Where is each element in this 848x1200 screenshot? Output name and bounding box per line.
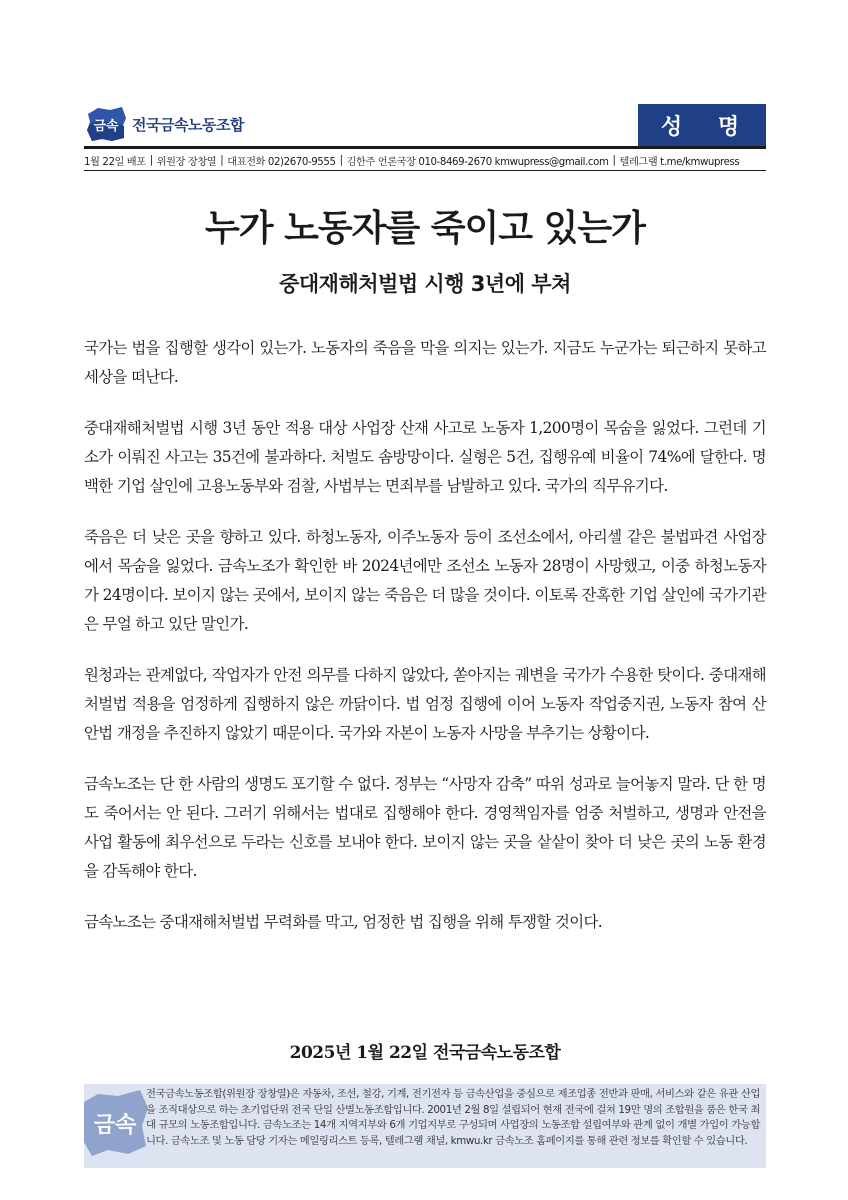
signature-line: 2025년 1월 22일 전국금속노동조합 bbox=[289, 1043, 561, 1063]
statement-body bbox=[84, 334, 766, 959]
release-date: 1월 22일 배포 bbox=[84, 156, 146, 168]
chair-name: 위원장 장창열 bbox=[156, 156, 217, 168]
main-phone: 대표전화 02)2670-9555 bbox=[227, 156, 336, 168]
body-paragraph: 국가는 법을 집행할 생각이 있는가. 노동자의 죽음을 막을 의지는 있는가. 지금도 누군가는 퇴근하지 못하고 세상을 떠난다. bbox=[84, 339, 766, 386]
union-logo-icon bbox=[84, 104, 128, 144]
footer-logo-icon bbox=[84, 1084, 150, 1168]
svg-text:금속: 금속 bbox=[93, 1113, 137, 1138]
info-separator: | bbox=[339, 154, 343, 166]
header-rule-top bbox=[84, 146, 766, 149]
body-paragraph: 원청과는 관계없다, 작업자가 안전 의무를 다하지 않았다, 쏟아지는 궤변을 국가가 수용한 탓이다. 중대재해처벌법 적용을 엄정하게 집행하지 않은 까닭이다. 법 엄정 집행에 이어 노동자 작업중지권, 노동자 참여 산안법 개정을 추진하지 않았기 때문이다. 국가와 자본이 노동자 사망을 부추기는 상황이다. bbox=[84, 666, 766, 742]
info-separator: | bbox=[149, 154, 153, 166]
body-paragraph: 금속노조는 중대재해처벌법 무력화를 막고, 엄정한 법 집행을 위해 투쟁할 것이다. bbox=[84, 913, 603, 931]
telegram-link[interactable]: 텔레그램 t.me/kmwupress bbox=[619, 156, 740, 168]
org-brand bbox=[84, 104, 244, 144]
footer-box bbox=[84, 1084, 766, 1168]
info-separator: | bbox=[612, 154, 616, 166]
svg-text:금속: 금속 bbox=[93, 119, 119, 134]
org-name: 전국금속노동조합 bbox=[132, 115, 244, 134]
body-paragraph: 죽음은 더 낮은 곳을 향하고 있다. 하청노동자, 이주노동자 등이 조선소에서, 아리셀 같은 불법파견 사업장에서 목숨을 잃었다. 금속노조가 확인한 바 2024년에만 조선소 노동자 28명이 사망했고, 이중 하청노동자가 24명이다. 보이지 않는 곳에서, 보이지 않는 죽음은 더 많을 것이다. 이토록 잔혹한 기업 살인에 국가기관은 무얼 하고 있단 말인가. bbox=[84, 528, 766, 633]
header-rule-bottom bbox=[84, 170, 766, 171]
press-contact[interactable]: 김한주 언론국장 010-8469-2670 kmwupress@gmail.com bbox=[346, 156, 609, 168]
footer-description: 전국금속노동조합(위원장 장창열)은 자동차, 조선, 철강, 기계, 전기전자 등 금속산업을 중심으로 제조업종 전반과 판매, 서비스와 같은 유관 산업을 조직대상으로 하는 초기업단위 전국 단일 산별노동조합입니다. 2001년 2월 8일 설립되어 현재 전국에 걸쳐 19만 명의 조합원을 품은 한국 최대 규모의 노동조합입니다. 금속노조는 14개 지역지부와 6개 기업지부로 구성되며 사업장의 노동조합 설립여부와 관계 없이 개별 가입이 가능합니다. 금속노조 및 노동 담당 기자는 메일링리스트 등록, 텔레그램 채널, kmwu.kr 금속노조 홈페이지를 통해 관련 정보를 확인할 수 있습니다. bbox=[146, 1088, 760, 1147]
contact-info-bar bbox=[84, 150, 766, 170]
statement-title: 누가 노동자를 죽이고 있는가 bbox=[205, 208, 645, 249]
info-separator: | bbox=[220, 154, 224, 166]
doc-type-badge: 성 명 bbox=[638, 104, 766, 146]
body-paragraph: 금속노조는 단 한 사람의 생명도 포기할 수 없다. 정부는 “사망자 감축” 따위 성과로 늘어놓지 말라. 단 한 명도 죽어서는 안 된다. 그러기 위해서는 법대로 집행해야 한다. 경영책임자를 엄중 처벌하고, 생명과 안전을 사업 활동에 최우선으로 두라는 신호를 보내야 한다. 보이지 않는 곳을 샅샅이 찾아 더 낮은 곳의 노동 환경을 감독해야 한다. bbox=[84, 775, 766, 880]
body-paragraph: 중대재해처벌법 시행 3년 동안 적용 대상 사업장 산재 사고로 노동자 1,200명이 목숨을 잃었다. 그런데 기소가 이뤄진 사고는 35건에 불과하다. 처벌도 솜방망이다. 실형은 5건, 집행유예 비율이 74%에 달한다. 명백한 기업 살인에 고용노동부와 검찰, 사법부는 면죄부를 남발하고 있다. 국가의 직무유기다. bbox=[84, 419, 766, 495]
statement-subtitle: 중대재해처벌법 시행 3년에 부쳐 bbox=[279, 272, 571, 296]
